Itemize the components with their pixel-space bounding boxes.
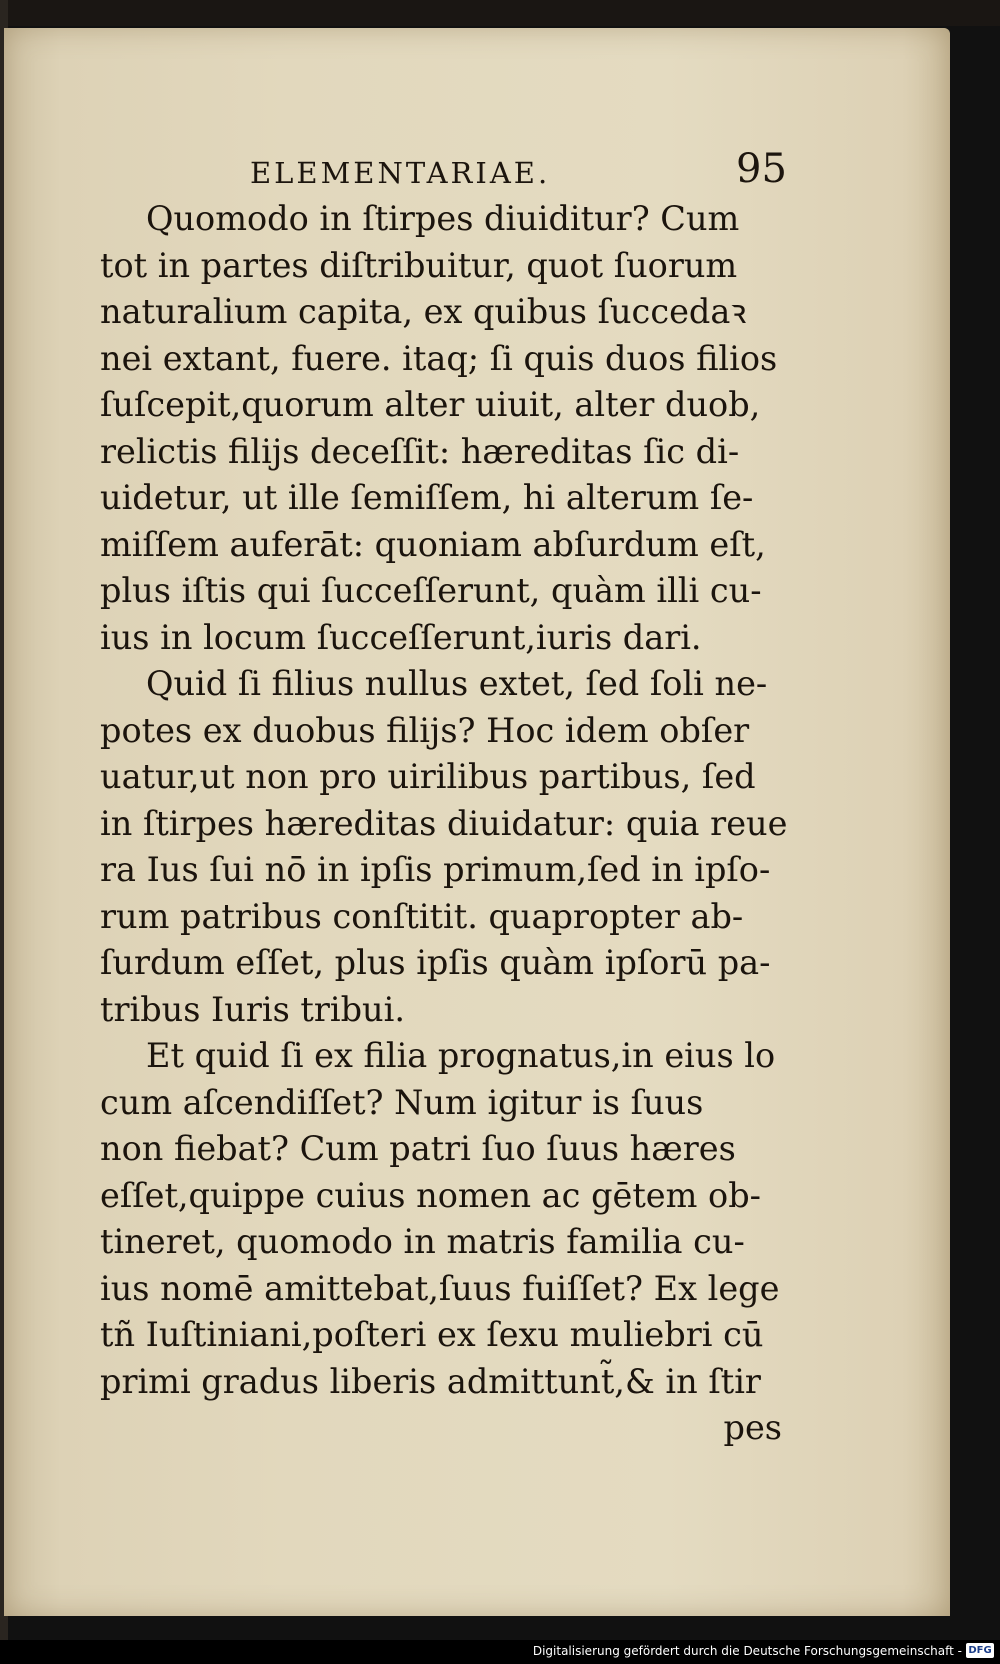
text-line: primi gradus liberis admittunt̃,& in ſtir — [100, 1361, 761, 1401]
text-line: ra Ius ſui nō in ipſis primum,ſed in ipſo- — [100, 850, 771, 889]
text-line: relictis filijs deceſſit: hæreditas ſic di- — [100, 431, 740, 471]
text-line: Quid ſi filius nullus extet, ſed ſoli ne- — [146, 664, 768, 703]
text-line: tñ Iuſtiniani,poſteri ex ſexu muliebri cū — [100, 1315, 764, 1354]
text-line: uatur,ut non pro uirilibus partibus, ſed — [100, 757, 756, 796]
top-edge — [0, 0, 1000, 26]
text-line: Et quid ſi ex filia prognatus,in eius lo — [146, 1036, 776, 1075]
text-block — [100, 132, 800, 1452]
digitization-credit: Digitalisierung gefördert durch die Deutsche Forschungsgemeinschaft - — [532, 1644, 962, 1658]
book-page — [4, 28, 950, 1616]
text-line: tribus Iuris tribui. — [100, 989, 406, 1029]
text-line: naturalium capita, ex quibus ſuccedaꝛ — [100, 292, 747, 331]
text-line: ſurdum eſſet, plus ipſis quàm ipſorū pa- — [100, 943, 771, 982]
page-number: 95 — [736, 146, 787, 192]
text-line: cum aſcendiſſet? Num igitur is ſuus — [100, 1082, 704, 1122]
running-title: ELEMENTARIAE. — [250, 156, 551, 190]
text-line: nei extant, fuere. itaq; ſi quis duos filios — [100, 338, 778, 378]
paragraph-2 — [100, 661, 800, 1033]
text-line: potes ex duobus filijs? Hoc idem obſer — [100, 710, 750, 750]
catchword: pes — [723, 1408, 782, 1447]
text-line: eſſet,quippe cuius nomen ac gētem ob- — [100, 1175, 761, 1215]
text-line: plus iſtis qui ſucceſſerunt, quàm illi cu- — [100, 571, 762, 610]
text-line: tot in partes diſtribuitur, quot ſuorum — [100, 245, 738, 285]
paragraph-3 — [100, 1033, 800, 1452]
running-head — [100, 132, 800, 196]
text-line: ſuſcepit,quorum alter uiuit, alter duob, — [100, 385, 761, 424]
text-line: rum patribus conſtitit. quapropter ab- — [100, 896, 744, 936]
text-line: ius in locum ſucceſſerunt,iuris dari. — [100, 617, 702, 657]
dfg-logo: DFG — [966, 1643, 994, 1658]
text-line: non fiebat? Cum patri ſuo ſuus hæres — [100, 1129, 736, 1168]
text-line: in ſtirpes hæreditas diuidatur: quia reue — [100, 803, 788, 843]
text-line: tineret, quomodo in matris familia cu- — [100, 1222, 745, 1261]
text-line: Quomodo in ſtirpes diuiditur? Cum — [146, 199, 740, 238]
text-line: ius nomē amittebat,ſuus fuiſſet? Ex lege — [100, 1268, 780, 1308]
footer-bar — [0, 1640, 1000, 1664]
text-line: uidetur, ut ille ſemiſſem, hi alterum ſe- — [100, 478, 754, 517]
text-line: miſſem auferāt: quoniam abſurdum eſt, — [100, 524, 766, 564]
paragraph-1 — [100, 196, 800, 661]
